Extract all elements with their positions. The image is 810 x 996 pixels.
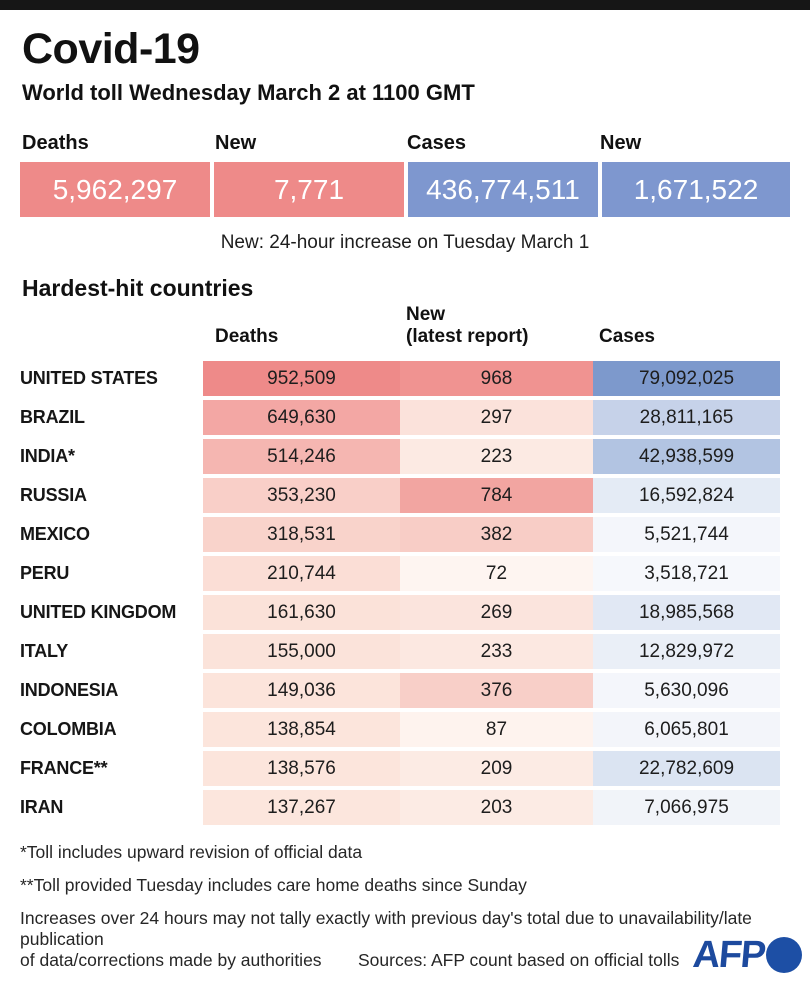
new-cell: 297 bbox=[400, 400, 593, 435]
table-header bbox=[20, 304, 790, 348]
country-label: UNITED STATES bbox=[20, 368, 158, 388]
new-cell: 233 bbox=[400, 634, 593, 669]
summary-labels bbox=[20, 132, 790, 155]
table-row bbox=[20, 439, 790, 474]
deaths-cell: 318,531 bbox=[203, 517, 400, 552]
deaths-cell: 649,630 bbox=[203, 400, 400, 435]
summary-new-cases-value: 1,671,522 bbox=[602, 162, 790, 217]
header-new-line1: New bbox=[406, 304, 446, 325]
country-label: FRANCE** bbox=[20, 758, 108, 778]
afp-logo-text: AFP bbox=[690, 934, 766, 976]
new-cell: 72 bbox=[400, 556, 593, 591]
sources-credit: Sources: AFP count based on official tolls bbox=[358, 950, 680, 970]
page-title: Covid-19 bbox=[22, 25, 200, 73]
new-cell: 223 bbox=[400, 439, 593, 474]
header-new bbox=[400, 304, 593, 348]
cases-cell: 18,985,568 bbox=[593, 595, 780, 630]
country-label: MEXICO bbox=[20, 524, 90, 544]
deaths-cell: 137,267 bbox=[203, 790, 400, 825]
table-row bbox=[20, 361, 790, 396]
table-row bbox=[20, 673, 790, 708]
new-cell: 376 bbox=[400, 673, 593, 708]
cases-cell: 42,938,599 bbox=[593, 439, 780, 474]
new-cell: 209 bbox=[400, 751, 593, 786]
summary-label-new-cases: New bbox=[600, 132, 642, 154]
cases-cell: 3,518,721 bbox=[593, 556, 780, 591]
summary-label-new-deaths: New bbox=[215, 132, 257, 154]
footnote-disclaimer bbox=[20, 908, 790, 971]
summary-note: New: 24-hour increase on Tuesday March 1 bbox=[220, 232, 590, 253]
header-cases: Cases bbox=[599, 326, 655, 347]
cases-cell: 79,092,025 bbox=[593, 361, 780, 396]
new-cell: 784 bbox=[400, 478, 593, 513]
country-label: COLOMBIA bbox=[20, 719, 117, 739]
new-cell: 968 bbox=[400, 361, 593, 396]
country-label: BRAZIL bbox=[20, 407, 85, 427]
deaths-cell: 149,036 bbox=[203, 673, 400, 708]
deaths-cell: 138,854 bbox=[203, 712, 400, 747]
header-deaths: Deaths bbox=[215, 326, 279, 347]
disclaimer-line2 bbox=[20, 950, 790, 971]
table-row bbox=[20, 400, 790, 435]
cases-cell: 28,811,165 bbox=[593, 400, 780, 435]
top-bar bbox=[0, 0, 810, 10]
disclaimer-line2-text: of data/corrections made by authorities bbox=[20, 950, 322, 970]
deaths-cell: 210,744 bbox=[203, 556, 400, 591]
summary-boxes bbox=[20, 162, 790, 217]
table-row bbox=[20, 712, 790, 747]
table-row bbox=[20, 634, 790, 669]
section-title: Hardest-hit countries bbox=[22, 275, 254, 301]
deaths-cell: 138,576 bbox=[203, 751, 400, 786]
content bbox=[0, 26, 810, 971]
summary-deaths-value: 5,962,297 bbox=[20, 162, 210, 217]
table-row bbox=[20, 595, 790, 630]
country-label: IRAN bbox=[20, 797, 64, 817]
header-new-line2: (latest report) bbox=[406, 326, 529, 347]
new-cell: 203 bbox=[400, 790, 593, 825]
table-row bbox=[20, 790, 790, 825]
country-label: UNITED KINGDOM bbox=[20, 602, 177, 622]
afp-logo bbox=[690, 934, 803, 976]
deaths-cell: 353,230 bbox=[203, 478, 400, 513]
cases-cell: 12,829,972 bbox=[593, 634, 780, 669]
new-cell: 87 bbox=[400, 712, 593, 747]
table-row bbox=[20, 478, 790, 513]
country-label: INDONESIA bbox=[20, 680, 119, 700]
summary-label-deaths: Deaths bbox=[22, 132, 89, 154]
cases-cell: 6,065,801 bbox=[593, 712, 780, 747]
summary-cases-value: 436,774,511 bbox=[408, 162, 598, 217]
deaths-cell: 161,630 bbox=[203, 595, 400, 630]
footnote-asterisk: *Toll includes upward revision of official data bbox=[20, 842, 363, 862]
disclaimer-line1: Increases over 24 hours may not tally exactly with previous day's total due to unavailability/late publication bbox=[20, 908, 752, 949]
summary-label-cases: Cases bbox=[407, 132, 466, 154]
table-row bbox=[20, 517, 790, 552]
afp-globe-icon bbox=[766, 937, 802, 973]
footnote-double-asterisk: **Toll provided Tuesday includes care home deaths since Sunday bbox=[20, 875, 527, 895]
new-cell: 269 bbox=[400, 595, 593, 630]
page-subtitle: World toll Wednesday March 2 at 1100 GMT bbox=[22, 80, 475, 105]
new-cell: 382 bbox=[400, 517, 593, 552]
country-label: RUSSIA bbox=[20, 485, 87, 505]
cases-cell: 22,782,609 bbox=[593, 751, 780, 786]
country-label: INDIA* bbox=[20, 446, 75, 466]
cases-cell: 16,592,824 bbox=[593, 478, 780, 513]
table-row bbox=[20, 556, 790, 591]
deaths-cell: 155,000 bbox=[203, 634, 400, 669]
cases-cell: 5,521,744 bbox=[593, 517, 780, 552]
country-label: ITALY bbox=[20, 641, 69, 661]
table-row bbox=[20, 751, 790, 786]
deaths-cell: 952,509 bbox=[203, 361, 400, 396]
summary-new-deaths-value: 7,771 bbox=[214, 162, 404, 217]
cases-cell: 5,630,096 bbox=[593, 673, 780, 708]
country-table bbox=[20, 361, 790, 825]
deaths-cell: 514,246 bbox=[203, 439, 400, 474]
cases-cell: 7,066,975 bbox=[593, 790, 780, 825]
country-label: PERU bbox=[20, 563, 70, 583]
